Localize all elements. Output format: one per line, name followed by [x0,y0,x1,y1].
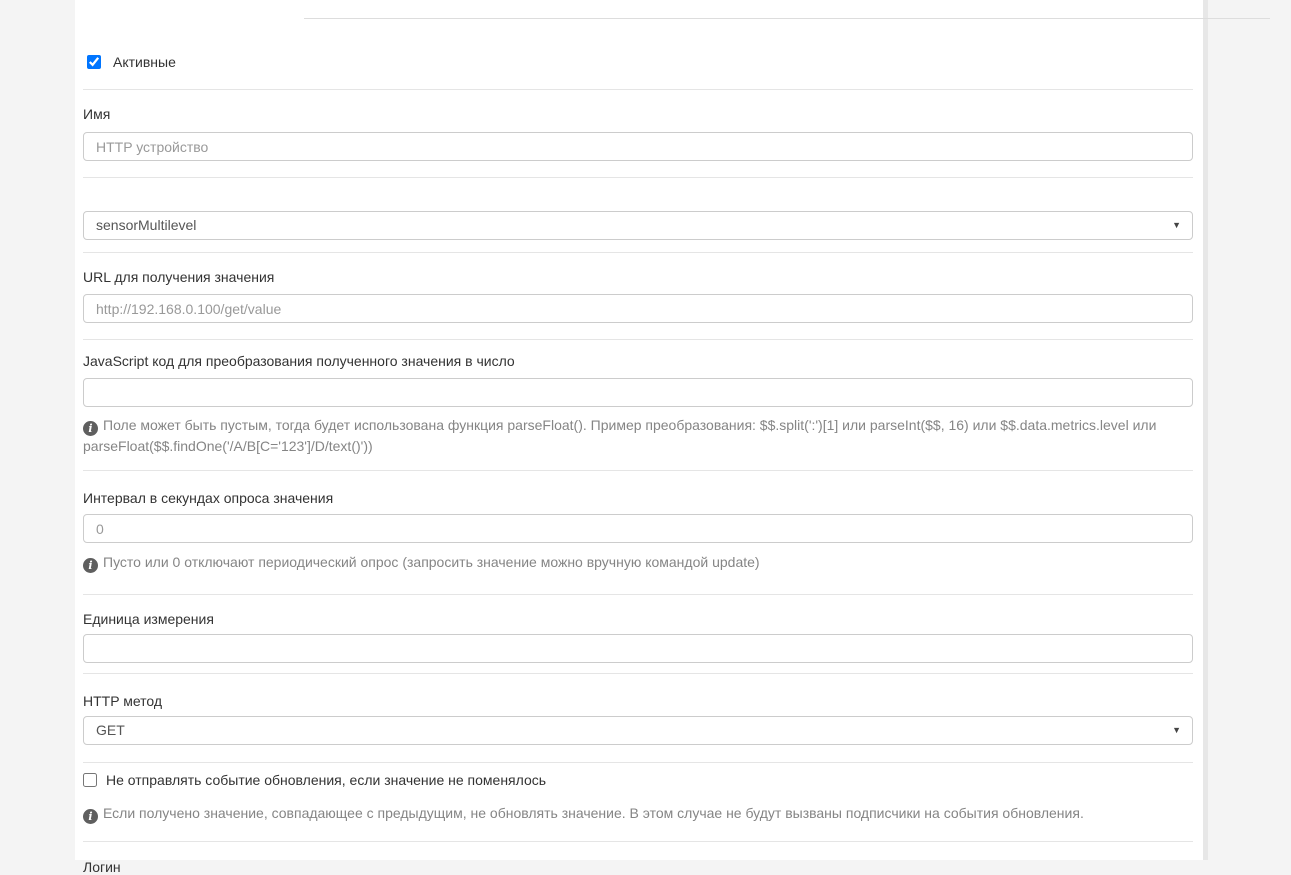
divider [83,673,1193,674]
url-input[interactable] [83,294,1193,323]
js-code-help [83,415,1193,457]
device-type-select-value: sensorMultilevel [96,217,197,233]
js-code-label: JavaScript код для преобразования полученного значения в число [83,353,515,369]
active-checkbox-row [83,52,1193,72]
caret-down-icon: ▼ [1172,725,1181,735]
divider [83,762,1193,763]
http-method-label: HTTP метод [83,693,163,709]
divider [83,177,1193,178]
unit-input[interactable] [83,634,1193,663]
interval-label: Интервал в секундах опроса значения [83,490,334,506]
skip-update-help [83,803,1193,824]
js-code-help-text: Поле может быть пустым, тогда будет использована функция parseFloat(). Пример преобразования: $$.split(':')[1] или parseInt($$, 16) или $$.data.metrics.level или parseFloat($$.findOne('/A/B[C='123']/D/text()')) [83,417,1157,454]
caret-down-icon: ▼ [1172,220,1181,230]
skip-update-help-text: Если получено значение, совпадающее с предыдущим, не обновлять значение. В этом случае не будут вызваны подписчики на события обновления. [103,805,1084,821]
divider [83,470,1193,471]
info-circle-icon: i [83,809,98,824]
form-panel [75,0,1208,875]
name-label: Имя [83,106,111,122]
js-code-input[interactable] [83,378,1193,407]
divider [83,841,1193,842]
interval-input[interactable] [83,514,1193,543]
device-type-select[interactable] [83,211,1193,240]
info-circle-icon: i [83,421,98,436]
url-label: URL для получения значения [83,269,275,285]
interval-help [83,552,1193,573]
divider [83,339,1193,340]
skip-update-checkbox-row [83,770,1193,790]
login-label: Логин [83,859,121,875]
divider [83,594,1193,595]
name-input[interactable] [83,132,1193,161]
skip-update-checkbox[interactable] [83,773,97,787]
interval-help-text: Пусто или 0 отключают периодический опрос (запросить значение можно вручную командой update) [103,554,760,570]
unit-label: Единица измерения [83,611,214,627]
info-circle-icon: i [83,558,98,573]
http-method-select[interactable] [83,716,1193,745]
skip-update-checkbox-label: Не отправлять событие обновления, если значение не поменялось [106,772,547,788]
divider [83,89,1193,90]
form-content [83,0,1193,875]
divider [83,252,1193,253]
active-checkbox[interactable] [87,55,101,69]
http-method-select-value: GET [96,722,125,738]
active-checkbox-label: Активные [113,54,176,70]
